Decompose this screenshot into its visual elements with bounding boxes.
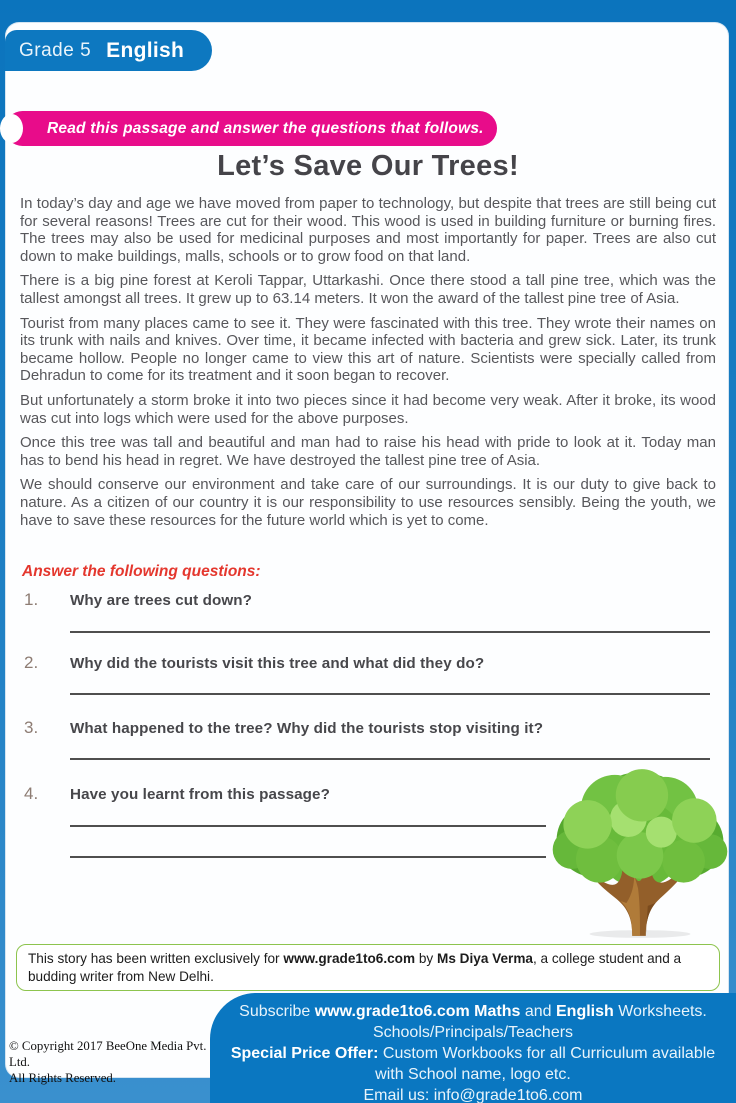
footer-text: Subscribe: [239, 1003, 315, 1020]
attribution-author: Ms Diya Verma: [437, 951, 533, 966]
footer-school-line: with School name, logo etc.: [375, 1066, 571, 1083]
footer-text: Worksheets.: [613, 1003, 707, 1020]
footer-subscribe-line: [210, 1001, 736, 1022]
footer-audience-line: Schools/Principals/Teachers: [372, 1024, 574, 1041]
attribution-box: [16, 944, 720, 991]
instruction-banner: [5, 111, 497, 146]
answer-line[interactable]: [70, 856, 546, 858]
passage: [20, 150, 716, 536]
copyright-line: All Rights Reserved.: [9, 1071, 116, 1085]
question-text: Have you learnt from this passage?: [70, 786, 330, 803]
instruction-text: Read this passage and answer the questions that follows.: [47, 119, 484, 137]
question-number: 3.: [24, 718, 39, 737]
attribution-text: , a college student and a budding writer from New Delhi.: [28, 951, 682, 984]
attribution-text: by: [415, 951, 437, 966]
passage-paragraph: Once this tree was tall and beautiful and man had to raise his head with pride to look at it. Today man has to bend his head in regret. We have destroyed the tallest pine tree of Asia.: [20, 434, 716, 469]
answer-line[interactable]: [70, 758, 710, 760]
passage-paragraph: But unfortunately a storm broke it into two pieces since it had become very weak. After it broke, its wood was cut into logs which were used for the above purposes.: [20, 391, 716, 427]
copyright-line: © Copyright 2017 BeeOne Media Pvt. Ltd.: [9, 1039, 207, 1069]
passage-paragraph: We should conserve our environment and take care of our surroundings. It is our duty to give back to nature. As a citizen of our country it is our responsibility to use resources sensibly. Being the youth, we have to save these resources for the future world which is yet to come.: [20, 476, 716, 529]
answer-line[interactable]: [70, 825, 546, 827]
question-text: What happened to the tree? Why did the tourists stop visiting it?: [70, 720, 544, 737]
footer-text: Custom Workbooks for all Curriculum available: [378, 1045, 716, 1062]
question-text: Why did the tourists visit this tree and what did they do?: [70, 655, 485, 672]
passage-paragraph: In today’s day and age we have moved from paper to technology, but despite that trees are still being cut for several reasons! Trees are cut for their wood. This wood is used in building furniture or burning fires. The trees may also be used for medicinal purposes and most importantly for paper. Trees are also cut down to make buildings, malls, schools or to grow food on that land.: [20, 195, 716, 265]
question-text: Why are trees cut down?: [70, 592, 253, 609]
question-number: 1.: [24, 590, 39, 609]
footer-english-label: English: [556, 1003, 614, 1020]
footer-panel: [210, 993, 736, 1103]
questions-heading: Answer the following questions:: [22, 563, 261, 580]
question-number: 4.: [24, 784, 39, 803]
grade-tab: [5, 30, 212, 71]
answer-line[interactable]: [70, 631, 710, 633]
footer-site-link: www.grade1to6.com Maths: [314, 1003, 521, 1020]
answer-line[interactable]: [70, 693, 710, 695]
passage-paragraph: There is a big pine forest at Keroli Tappar, Uttarkashi. Once there stood a tall pine tree, which was the tallest amongst all trees. It grew up to 63.14 meters. It won the award of the tallest pine tree of Asia.: [20, 272, 716, 307]
attribution-site-link: www.grade1to6.com: [283, 951, 416, 966]
subject-label: English: [106, 38, 185, 62]
footer-offer-line: [210, 1043, 736, 1064]
question-number: 2.: [24, 653, 39, 672]
footer-email-line: Email us: info@grade1to6.com: [363, 1087, 583, 1103]
tree-icon: [543, 768, 736, 938]
grade-label: Grade 5: [19, 39, 92, 61]
footer-text: and: [520, 1003, 556, 1020]
banner-bullet-icon: [0, 114, 23, 143]
passage-title: Let’s Save Our Trees!: [217, 150, 519, 182]
copyright: [9, 1038, 219, 1086]
attribution-text: This story has been written exclusively for: [28, 951, 284, 966]
passage-paragraph: Tourist from many places came to see it. They were fascinated with this tree. They wrote their names on its trunk with nails and knives. Over time, it became infected with bacteria and grew sick. Later, its trunk became hollow. People no longer came to view this art of nature. Scientists were specially called from Dehradun to come for its treatment and it soon began to recover.: [20, 314, 716, 385]
footer-offer-label: Special Price Offer:: [230, 1045, 379, 1062]
